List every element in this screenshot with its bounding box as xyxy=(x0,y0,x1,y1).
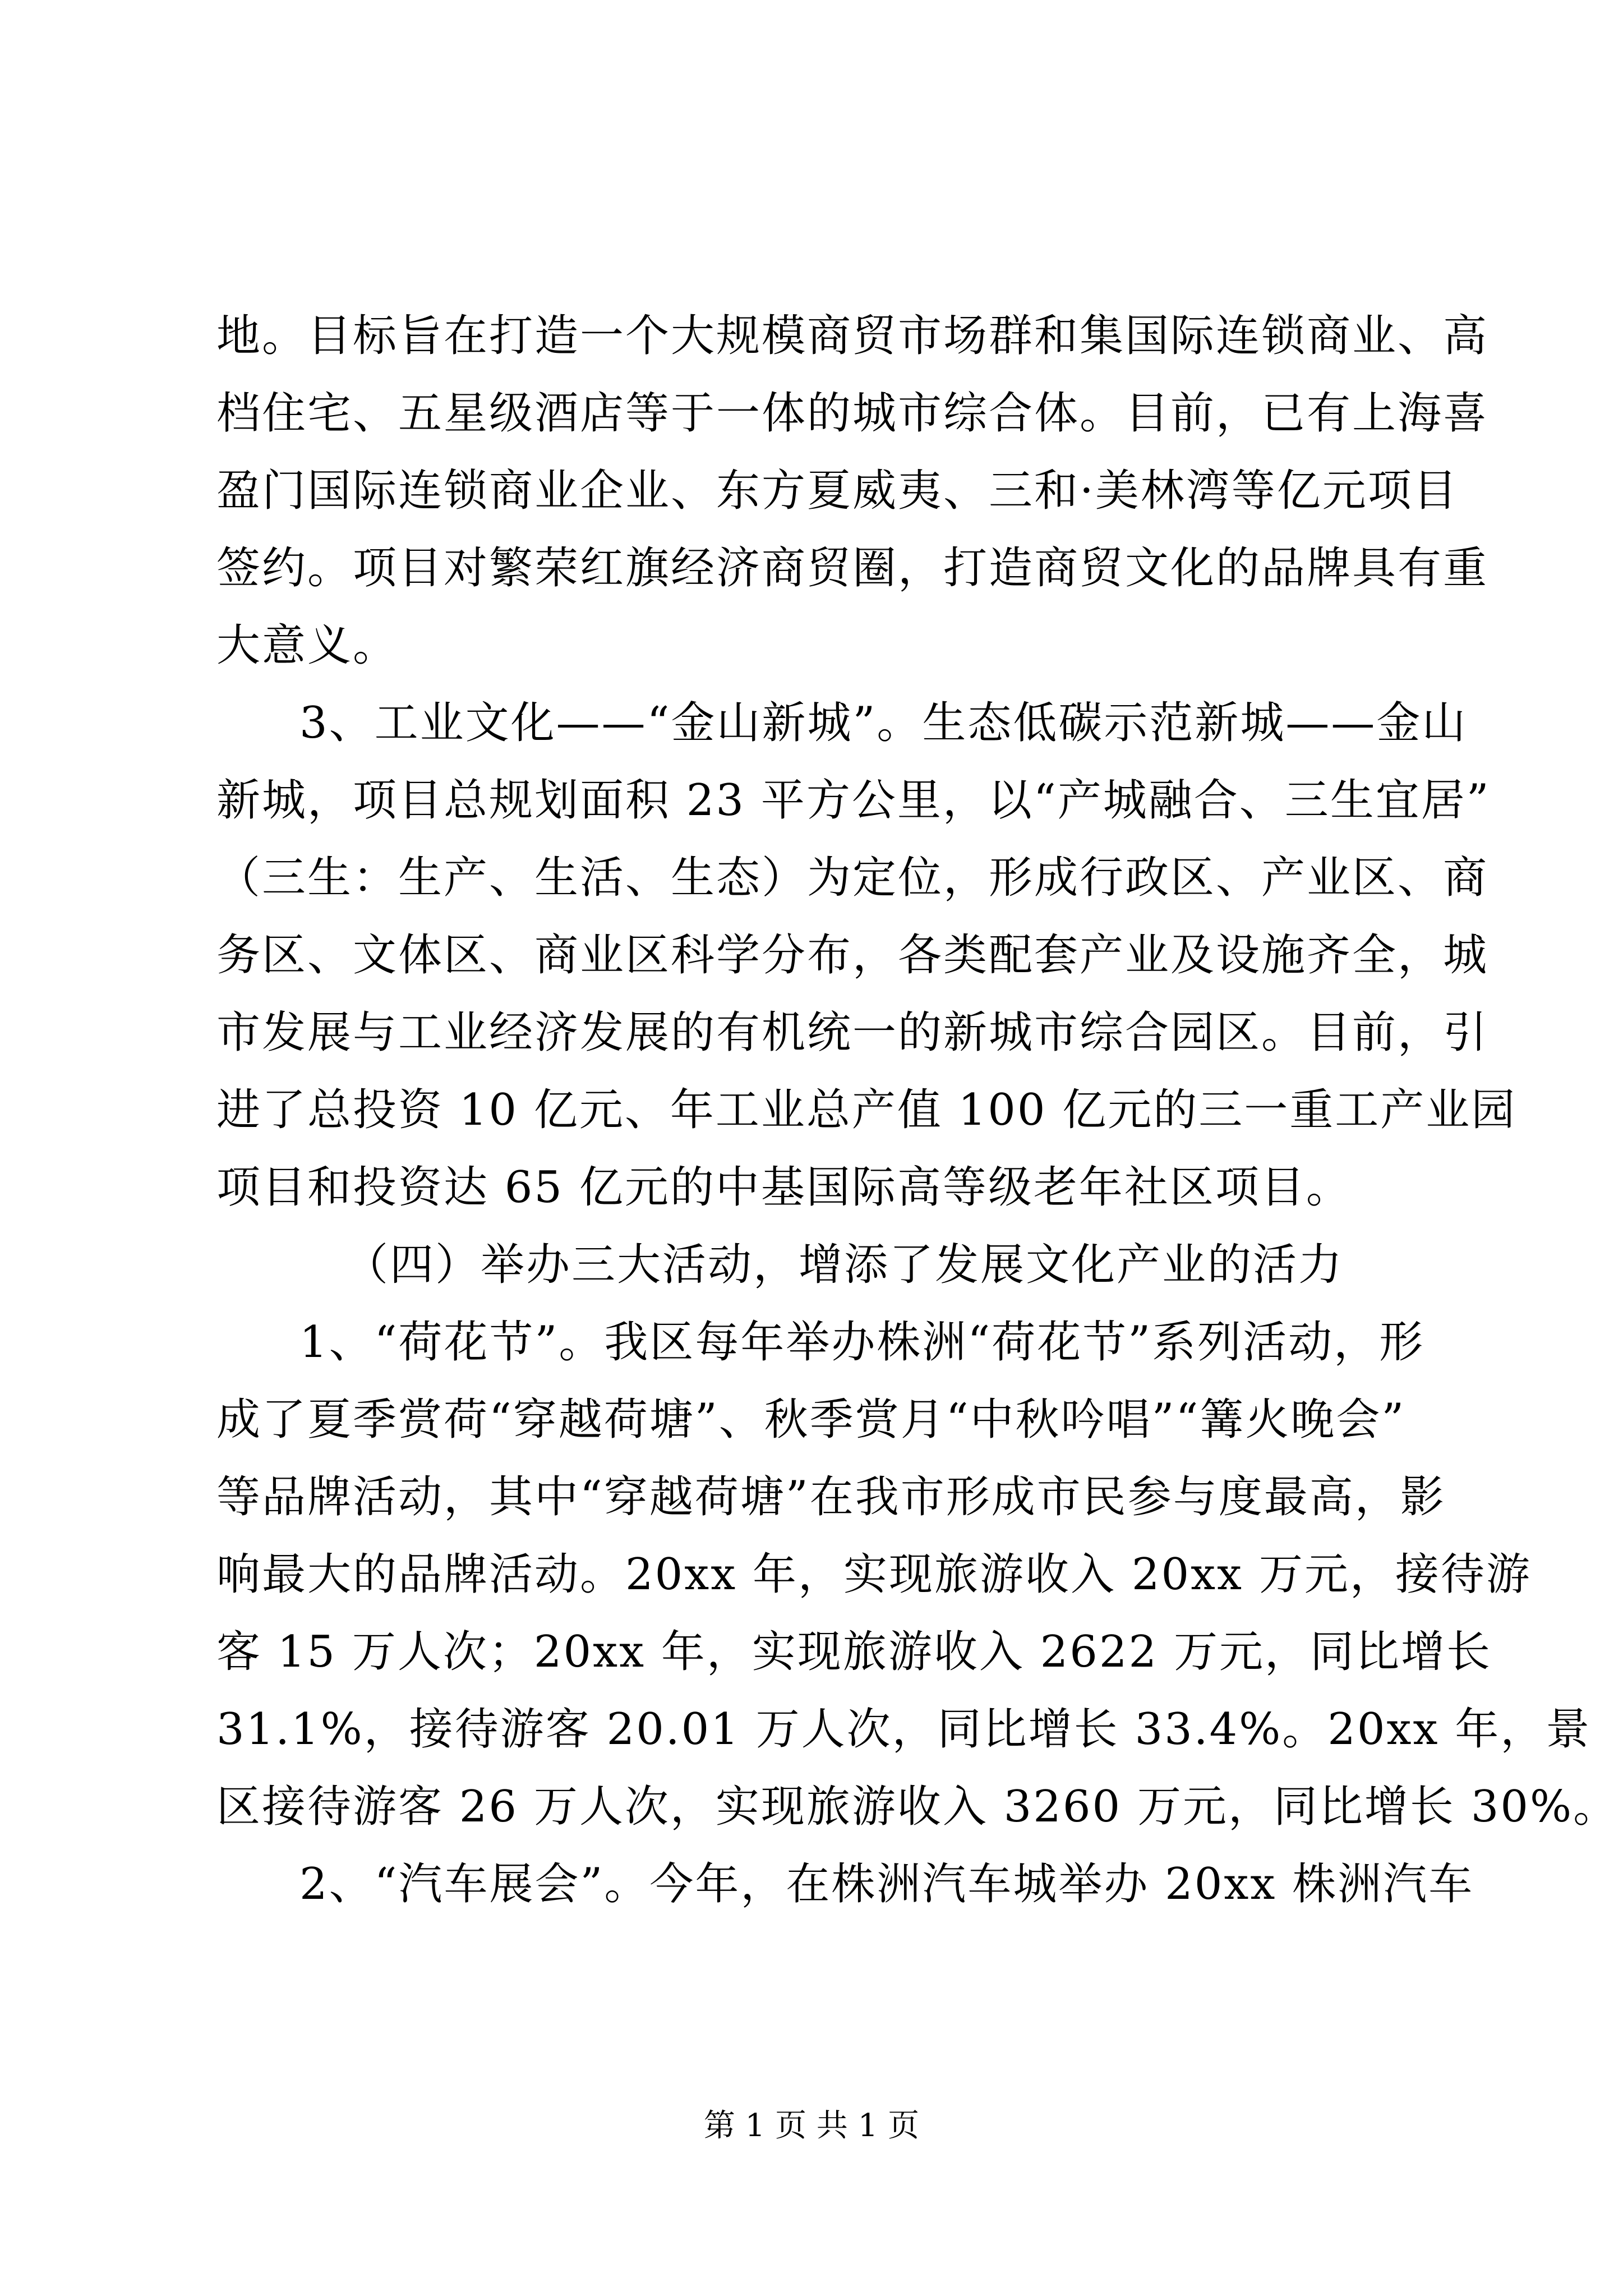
text-line: 区接待游客 26 万人次，实现旅游收入 3260 万元，同比增长 30%。 xyxy=(216,1782,1619,1832)
paragraph-start-line: 2、“汽车展会”。今年，在株洲汽车城举办 20xx 株洲汽车 xyxy=(299,1859,1474,1910)
text-line: （三生：生产、生活、生态）为定位，形成行政区、产业区、商 xyxy=(216,853,1489,903)
section-heading: （四）举办三大活动，增添了发展文化产业的活力 xyxy=(344,1240,1344,1290)
page-footer: 第 1 页 共 1 页 xyxy=(703,2108,920,2144)
text-line: 务区、文体区、商业区科学分布，各类配套产业及设施齐全，城 xyxy=(216,930,1489,981)
text-line: 大意义。 xyxy=(216,620,399,671)
text-line: 新城，项目总规划面积 23 平方公里，以“产城融合、三生宜居” xyxy=(216,775,1491,826)
text-line: 签约。项目对繁荣红旗经济商贸圈，打造商贸文化的品牌具有重 xyxy=(216,543,1489,593)
text-line: 档住宅、五星级酒店等于一体的城市综合体。目前，已有上海喜 xyxy=(216,388,1489,439)
body-text xyxy=(216,297,1619,1923)
text-line: 31.1%，接待游客 20.01 万人次，同比增长 33.4%。20xx 年，景 xyxy=(216,1704,1592,1755)
text-line: 项目和投资达 65 亿元的中基国际高等级老年社区项目。 xyxy=(216,1162,1352,1213)
text-line: 地。目标旨在打造一个大规模商贸市场群和集国际连锁商业、高 xyxy=(216,311,1489,361)
paragraph-start-line: 1、“荷花节”。我区每年举办株洲“荷花节”系列活动，形 xyxy=(299,1317,1425,1368)
paragraph-start-line: 3、工业文化——“金山新城”。生态低碳示范新城——金山 xyxy=(299,698,1468,748)
text-line: 市发展与工业经济发展的有机统一的新城市综合园区。目前，引 xyxy=(216,1007,1489,1058)
text-line: 盈门国际连锁商业企业、东方夏威夷、三和·美林湾等亿元项目 xyxy=(216,466,1459,516)
text-line: 等品牌活动，其中“穿越荷塘”在我市形成市民参与度最高，影 xyxy=(216,1472,1446,1522)
text-line: 成了夏季赏荷“穿越荷塘”、秋季赏月“中秋吟唱”“篝火晚会” xyxy=(216,1395,1406,1445)
text-line: 进了总投资 10 亿元、年工业总产值 100 亿元的三一重工产业园 xyxy=(216,1085,1517,1135)
text-line: 响最大的品牌活动。20xx 年，实现旅游收入 20xx 万元，接待游 xyxy=(216,1549,1532,1600)
text-line: 客 15 万人次；20xx 年，实现旅游收入 2622 万元，同比增长 xyxy=(216,1627,1492,1677)
